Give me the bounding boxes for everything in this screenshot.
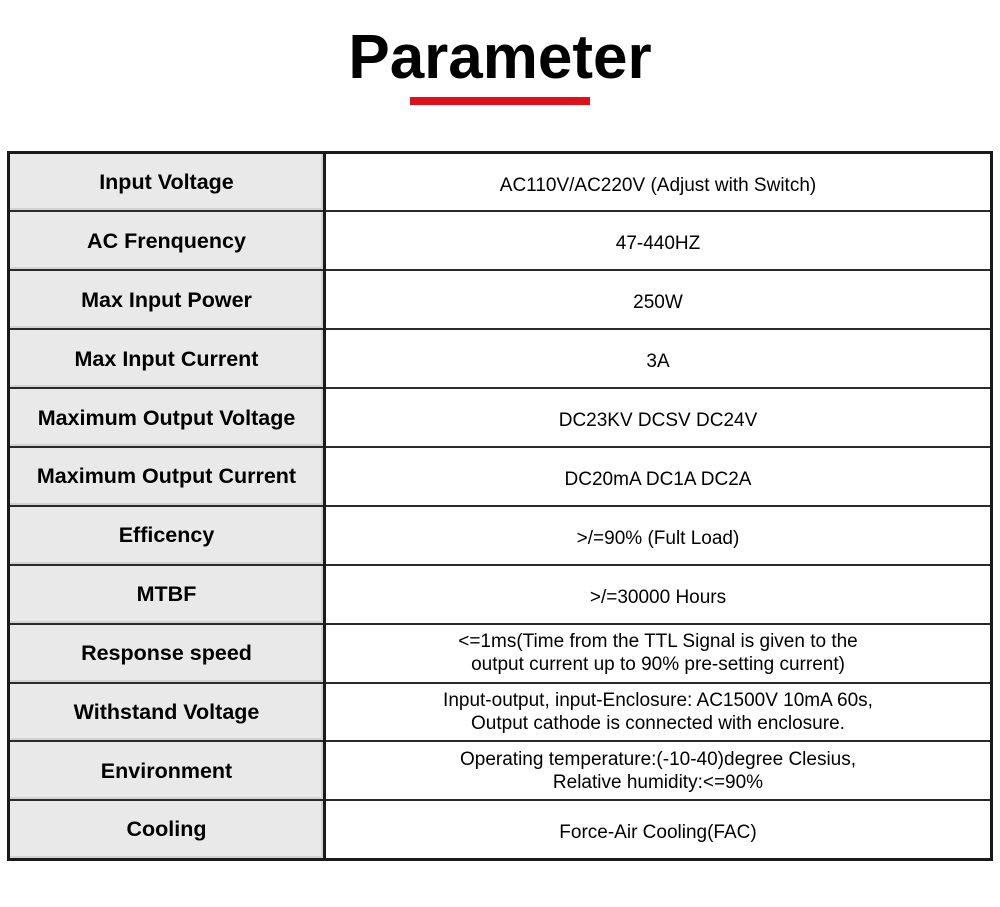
- table-row: [9, 388, 992, 447]
- parameter-value-text: Input-output, input-Enclosure: AC1500V 10mA 60s, Output cathode is connected with enclosure.: [443, 689, 873, 734]
- parameter-label: Max Input Power: [9, 270, 325, 329]
- parameter-value-text: <=1ms(Time from the TTL Signal is given to the output current up to 90% pre-setting current): [458, 631, 858, 676]
- table-row: [9, 447, 992, 506]
- parameter-value-text: 3A: [646, 351, 670, 373]
- parameter-label: Environment: [9, 741, 325, 800]
- parameter-value: [325, 800, 992, 859]
- parameter-table: [7, 151, 993, 861]
- parameter-label: Withstand Voltage: [9, 683, 325, 742]
- table-row: [9, 800, 992, 859]
- parameter-value-text: DC23KV DCSV DC24V: [558, 410, 758, 431]
- parameter-value-text: >/=90% (Fult Load): [576, 527, 740, 549]
- parameter-value: [325, 624, 992, 683]
- table-row: [9, 270, 992, 329]
- parameter-value: [325, 211, 992, 270]
- parameter-value-text: Operating temperature:(-10-40)degree Clesius, Relative humidity:<=90%: [459, 748, 857, 793]
- parameter-label: Input Voltage: [9, 153, 325, 212]
- parameter-label: Response speed: [9, 624, 325, 683]
- parameter-label: MTBF: [9, 565, 325, 624]
- table-row: [9, 683, 992, 742]
- parameter-value-text: 47-440HZ: [615, 233, 701, 255]
- parameter-value-text: 250W: [633, 292, 683, 314]
- page-title: Parameter: [348, 23, 652, 92]
- parameter-value-text: AC110V/AC220V (Adjust with Switch): [499, 174, 817, 196]
- table-row: [9, 565, 992, 624]
- table-row: [9, 153, 992, 212]
- parameter-label: Max Input Current: [9, 329, 325, 388]
- parameter-label: AC Frenquency: [9, 211, 325, 270]
- parameter-value-text: Force-Air Cooling(FAC): [559, 821, 757, 843]
- parameter-value: [325, 741, 992, 800]
- parameter-label: Maximum Output Voltage: [9, 388, 325, 447]
- parameter-label: Maximum Output Current: [9, 447, 325, 506]
- parameter-value: [325, 506, 992, 565]
- parameter-value: [325, 270, 992, 329]
- parameter-value: [325, 683, 992, 742]
- parameter-value-text: DC20mA DC1A DC2A: [564, 468, 752, 490]
- parameter-label: Cooling: [9, 800, 325, 859]
- title-underline: [410, 97, 590, 105]
- parameter-value: [325, 388, 992, 447]
- table-row: [9, 211, 992, 270]
- table-row: [9, 329, 992, 388]
- table-row: [9, 624, 992, 683]
- table-row: [9, 506, 992, 565]
- table-row: [9, 741, 992, 800]
- parameter-label: Efficency: [9, 506, 325, 565]
- parameter-value: [325, 329, 992, 388]
- parameter-value: [325, 447, 992, 506]
- parameter-value: [325, 153, 992, 212]
- parameter-value: [325, 565, 992, 624]
- parameter-value-text: >/=30000 Hours: [589, 586, 727, 608]
